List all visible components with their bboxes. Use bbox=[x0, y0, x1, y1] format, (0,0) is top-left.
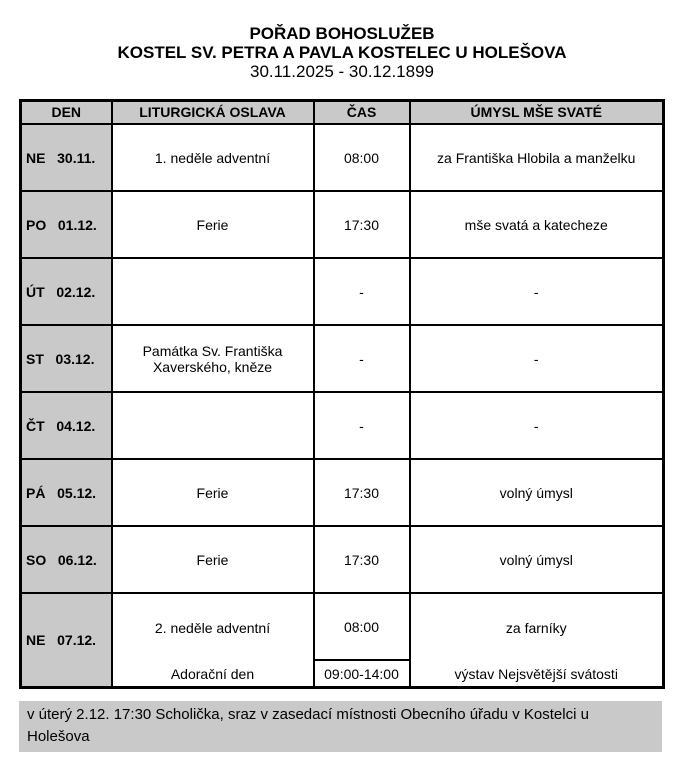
title-block bbox=[0, 0, 684, 82]
schedule-table bbox=[19, 99, 665, 689]
table-row bbox=[21, 392, 664, 459]
time-cell: - bbox=[314, 325, 410, 392]
intention-cell bbox=[410, 593, 664, 688]
time-cell: 08:00 bbox=[314, 124, 410, 191]
time-cell: 17:30 bbox=[314, 526, 410, 593]
day-cell: PÁ 05.12. bbox=[21, 459, 112, 526]
liturgy-cell bbox=[112, 593, 314, 688]
table-row bbox=[21, 325, 664, 392]
intention-cell: volný úmysl bbox=[410, 459, 664, 526]
table-row bbox=[21, 593, 664, 688]
table-row bbox=[21, 459, 664, 526]
day-cell: NE 07.12. bbox=[21, 593, 112, 688]
liturgy-cell: Ferie bbox=[112, 459, 314, 526]
page-title: POŘAD BOHOSLUŽEB bbox=[249, 24, 435, 43]
liturgy-cell: 1. neděle adventní bbox=[112, 124, 314, 191]
intention-cell: volný úmysl bbox=[410, 526, 664, 593]
intention-cell: mše svatá a katecheze bbox=[410, 191, 664, 258]
church-name: KOSTEL SV. PETRA A PAVLA KOSTELEC U HOLEŠOVA bbox=[117, 43, 567, 62]
liturgy-line-2: Adorační den bbox=[170, 665, 255, 682]
day-cell: ÚT 02.12. bbox=[21, 258, 112, 325]
day-cell: SO 06.12. bbox=[21, 526, 112, 593]
intention-cell: - bbox=[410, 392, 664, 459]
time-cell bbox=[314, 593, 410, 688]
col-header-den: DEN bbox=[21, 101, 112, 125]
col-header-umysl: ÚMYSL MŠE SVATÉ bbox=[410, 101, 664, 125]
time-cell: 17:30 bbox=[314, 191, 410, 258]
table-row bbox=[21, 258, 664, 325]
liturgy-cell: Ferie bbox=[112, 526, 314, 593]
table-row bbox=[21, 124, 664, 191]
table-row bbox=[21, 526, 664, 593]
intention-cell: za Františka Hlobila a manželku bbox=[410, 124, 664, 191]
day-cell: ST 03.12. bbox=[21, 325, 112, 392]
day-cell: PO 01.12. bbox=[21, 191, 112, 258]
intention-cell: - bbox=[410, 258, 664, 325]
time-cell: - bbox=[314, 392, 410, 459]
intention-line-1: za farníky bbox=[505, 619, 567, 636]
intention-cell: - bbox=[410, 325, 664, 392]
date-range: 30.11.2025 - 30.12.1899 bbox=[249, 62, 434, 81]
liturgy-line-1: 2. neděle adventní bbox=[154, 619, 271, 636]
liturgy-cell bbox=[112, 392, 314, 459]
header-row bbox=[21, 101, 664, 125]
time-cell: - bbox=[314, 258, 410, 325]
time-line-2: 09:00-14:00 bbox=[315, 659, 409, 686]
time-line-1: 08:00 bbox=[343, 618, 380, 635]
liturgy-cell bbox=[112, 258, 314, 325]
liturgy-cell: Památka Sv. Františka Xaverského, kněze bbox=[112, 325, 314, 392]
day-cell: ČT 04.12. bbox=[21, 392, 112, 459]
day-cell: NE 30.11. bbox=[21, 124, 112, 191]
intention-line-2: výstav Nejsvětější svátosti bbox=[454, 665, 618, 682]
table-row bbox=[21, 191, 664, 258]
liturgy-cell: Ferie bbox=[112, 191, 314, 258]
col-header-oslava: LITURGICKÁ OSLAVA bbox=[112, 101, 314, 125]
col-header-cas: ČAS bbox=[314, 101, 410, 125]
footer-note: v úterý 2.12. 17:30 Scholička, sraz v zasedací místnosti Obecního úřadu v Kostelci u Holešova bbox=[19, 701, 662, 752]
time-cell: 17:30 bbox=[314, 459, 410, 526]
